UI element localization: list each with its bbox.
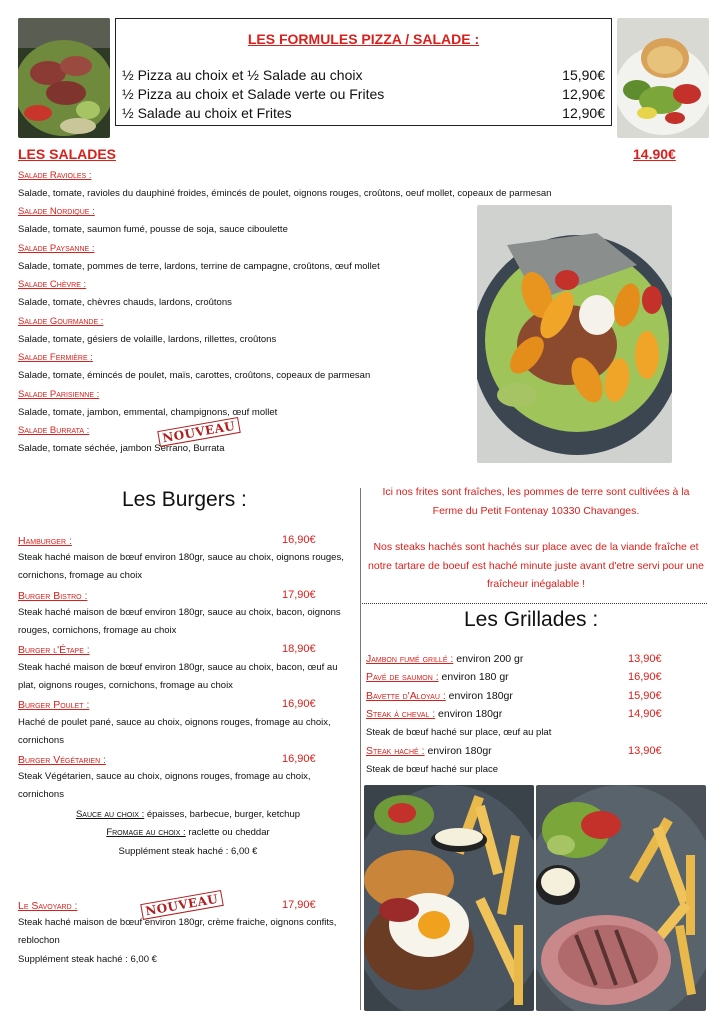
grill-price: 14,90€: [628, 708, 662, 720]
burger-price: 17,90€: [282, 899, 316, 911]
salad-desc: Salade, tomate, ravioles du dauphiné froides, émincés de poulet, oignons rouges, croûtons, oeuf mollet, copeaux de parmesan: [18, 188, 552, 199]
burger-desc: Steak haché maison de bœuf environ 180gr, crème fraiche, oignons confits, reblochon: [18, 917, 337, 946]
salads-title: LES SALADES: [18, 146, 117, 162]
photo-burger-fries: [364, 785, 534, 1011]
photo-salad-potatoes: [477, 205, 672, 463]
burger-price: 16,90€: [282, 534, 316, 546]
burger-desc: Haché de poulet pané, sauce au choix, oignons rouges, fromage au choix, cornichons: [18, 717, 331, 746]
grill-name: Jambon fumé grillé :: [366, 653, 454, 665]
burger-price: 16,90€: [282, 753, 316, 765]
salad-desc: Salade, tomate, gésiers de volaille, lardons, rillettes, croûtons: [18, 334, 277, 345]
salad-desc: Salade, tomate, jambon, emmental, champignons, œuf mollet: [18, 407, 278, 418]
burger-name: Burger Bistro :: [18, 590, 88, 602]
grill-detail: environ 180gr: [435, 708, 503, 720]
salad-desc: Salade, tomate, saumon fumé, pousse de soja, sauce ciboulette: [18, 224, 288, 235]
grill-price: 13,90€: [628, 745, 662, 757]
salad-name: Salade Burrata :: [18, 425, 90, 436]
photo-beef-salad: [18, 18, 110, 138]
grill-name: Steak haché :: [366, 745, 425, 757]
burger-desc: Steak haché maison de bœuf environ 180gr, sauce au choix, bacon, oignons rouges, cornichons, fromage au choix: [18, 607, 341, 636]
grill-detail: environ 180gr: [424, 745, 492, 757]
salad-desc: Salade, tomate, émincés de poulet, maïs, carottes, croûtons, copeaux de parmesan: [18, 370, 371, 381]
cheese-label: Fromage au choix :: [106, 827, 186, 838]
photo-pizza-salad: [617, 18, 709, 138]
burger-name: Burger Végétarien :: [18, 754, 106, 766]
grill-row: [366, 708, 502, 720]
grill-row: [366, 745, 492, 757]
salad-name: Salade Paysanne :: [18, 243, 95, 254]
grill-desc: Steak de bœuf haché sur place, œuf au plat: [366, 727, 552, 738]
formula-label: ½ Pizza au choix et Salade verte ou Frites: [122, 86, 385, 102]
grill-price: 16,90€: [628, 671, 662, 683]
salad-name: Salade Parisienne :: [18, 389, 100, 400]
grill-row: [366, 671, 509, 683]
grill-desc: Steak de bœuf haché sur place: [366, 764, 499, 775]
grill-price: 13,90€: [628, 653, 662, 665]
salad-desc: Salade, tomate, chèvres chauds, lardons, croûtons: [18, 297, 232, 308]
burgers-title: Les Burgers :: [122, 488, 247, 511]
formula-price: 12,90€: [562, 105, 605, 121]
cheese-value: raclette ou cheddar: [185, 827, 270, 838]
cheese-line: [18, 827, 358, 838]
grill-price: 15,90€: [628, 690, 662, 702]
salad-desc: Salade, tomate séchée, jambon Serrano, Burrata: [18, 443, 225, 454]
sauce-line: [18, 809, 358, 820]
grill-row: [366, 690, 513, 702]
burger-desc: Steak haché maison de bœuf environ 180gr, sauce au choix, bacon, œuf au plat, oignons rouges, cornichons, fromage au choix: [18, 662, 338, 691]
burger-name: Burger Poulet :: [18, 699, 90, 711]
grills-title: Les Grillades :: [464, 608, 599, 631]
notes-divider: [362, 603, 707, 604]
sauce-label: Sauce au choix :: [75, 809, 145, 820]
grill-name: Steak à cheval :: [366, 708, 436, 720]
formula-price: 15,90€: [562, 67, 605, 83]
formula-row: [122, 86, 605, 102]
sauce-value: épaisses, barbecue, burger, ketchup: [144, 809, 301, 820]
salad-name: Salade Nordique :: [18, 206, 95, 217]
salad-name: Salade Chèvre :: [18, 279, 87, 290]
formula-title: LES FORMULES PIZZA / SALADE :: [247, 31, 480, 47]
burger-desc: Steak haché maison de bœuf environ 180gr, sauce au choix, oignons rouges, cornichons, fromage au choix: [18, 552, 344, 581]
new-stamp: NOUVEAU: [157, 417, 240, 447]
photo-ham-fries: [536, 785, 706, 1011]
formula-box: [115, 18, 612, 126]
formula-label: ½ Pizza au choix et ½ Salade au choix: [122, 67, 363, 83]
column-divider: [360, 488, 361, 1010]
grill-detail: environ 180gr: [445, 690, 513, 702]
supplement-line: Supplément steak haché : 6,00 €: [118, 846, 258, 857]
supplement-line: Supplément steak haché : 6,00 €: [18, 954, 157, 965]
salad-name: Salade Fermière :: [18, 352, 93, 363]
formula-price: 12,90€: [562, 86, 605, 102]
burger-desc: Steak Végétarien, sauce au choix, oignons rouges, fromage au choix, cornichons: [18, 771, 311, 800]
grill-name: Bavette d'Aloyau :: [366, 690, 446, 702]
steak-note: Nos steaks hachés sont hachés sur place avec de la viande fraîche et notre tartare de boeuf est haché minute juste avant d'etre servi pour une fraîcheur inégalable !: [368, 541, 704, 590]
salad-name: Salade Gourmande :: [18, 316, 104, 327]
grill-detail: environ 200 gr: [453, 653, 524, 665]
burger-name: Hamburger :: [18, 535, 72, 547]
fries-note: Ici nos frites sont fraîches, les pommes de terre sont cultivées à la Ferme du Petit Fontenay 10330 Chavanges.: [382, 486, 690, 517]
salad-desc: Salade, tomate, pommes de terre, lardons, terrine de campagne, croûtons, œuf mollet: [18, 261, 380, 272]
formula-label: ½ Salade au choix et Frites: [122, 105, 292, 121]
burger-name: Burger l'Étape :: [18, 644, 90, 656]
burger-name: Le Savoyard :: [18, 900, 78, 912]
burger-price: 17,90€: [282, 589, 316, 601]
salad-name: Salade Ravioles :: [18, 170, 92, 181]
formula-row: [122, 67, 605, 83]
new-stamp: NOUVEAU: [140, 890, 223, 920]
salads-price: 14.90€: [633, 146, 676, 162]
formula-row: [122, 105, 605, 121]
grill-row: [366, 653, 523, 665]
burger-price: 16,90€: [282, 698, 316, 710]
grill-name: Pavé de saumon :: [366, 671, 439, 683]
burger-price: 18,90€: [282, 643, 316, 655]
grill-detail: environ 180 gr: [438, 671, 509, 683]
